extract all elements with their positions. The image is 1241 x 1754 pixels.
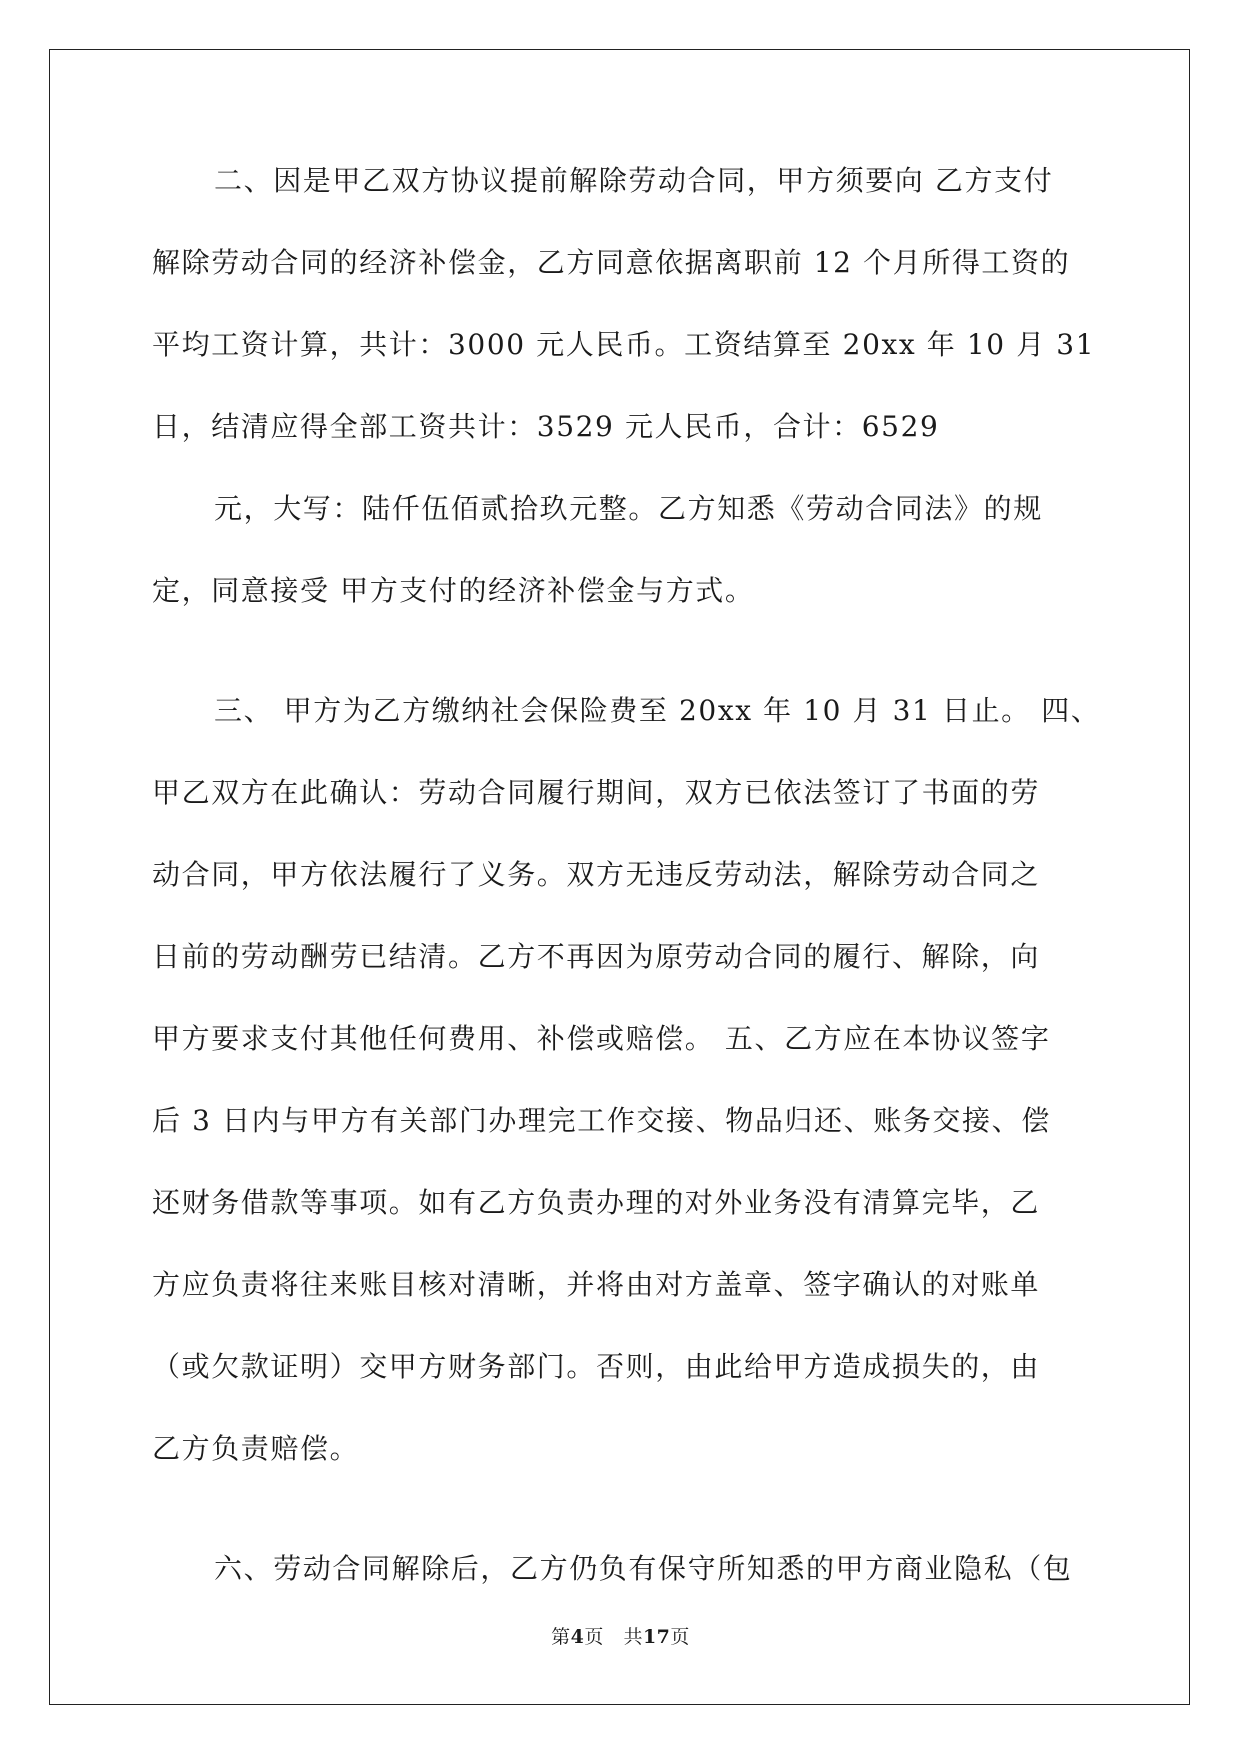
paragraph-gap xyxy=(152,1506,1092,1544)
document-body xyxy=(152,156,1101,1626)
page-footer xyxy=(0,1622,1241,1649)
footer-suffix: 页 xyxy=(670,1626,690,1648)
paragraph-gap xyxy=(152,648,1092,686)
text-line: 元，大写：陆仟伍佰贰拾玖元整。乙方知悉《劳动合同法》的规 xyxy=(214,492,1043,525)
current-page-number: 4 xyxy=(570,1626,585,1648)
text-line: 甲方要求支付其他任何费用、补偿或赔偿。 五、乙方应在本协议签字 xyxy=(152,1022,1051,1055)
text-line: 解除劳动合同的经济补偿金，乙方同意依据离职前 12 个月所得工资的 xyxy=(152,246,1071,279)
footer-prefix: 第 xyxy=(551,1626,571,1648)
text-line: 三、 甲方为乙方缴纳社会保险费至 20xx 年 10 月 31 日止。 四、 xyxy=(214,694,1101,727)
text-line: 动合同，甲方依法履行了义务。双方无违反劳动法，解除劳动合同之 xyxy=(152,858,1041,891)
text-line: 方应负责将往来账目核对清晰，并将由对方盖章、签字确认的对账单 xyxy=(152,1268,1041,1301)
text-line: （或欠款证明）交甲方财务部门。否则，由此给甲方造成损失的，由 xyxy=(152,1350,1041,1383)
text-line: 平均工资计算，共计：3000 元人民币。工资结算至 20xx 年 10 月 31 xyxy=(152,328,1096,361)
text-line: 定，同意接受 甲方支付的经济补偿金与方式。 xyxy=(152,574,755,607)
text-line: 二、因是甲乙双方协议提前解除劳动合同，甲方须要向 乙方支付 xyxy=(214,164,1054,197)
text-line: 六、劳动合同解除后，乙方仍负有保守所知悉的甲方商业隐私（包 xyxy=(214,1552,1073,1585)
text-line: 日前的劳动酬劳已结清。乙方不再因为原劳动合同的履行、解除，向 xyxy=(152,940,1041,973)
text-line: 日，结清应得全部工资共计：3529 元人民币，合计：6529 xyxy=(152,410,940,443)
footer-middle: 页 共 xyxy=(584,1626,643,1648)
text-line: 还财务借款等事项。如有乙方负责办理的对外业务没有清算完毕，乙 xyxy=(152,1186,1041,1219)
text-line: 后 3 日内与甲方有关部门办理完工作交接、物品归还、账务交接、偿 xyxy=(152,1104,1051,1137)
text-line: 甲乙双方在此确认：劳动合同履行期间，双方已依法签订了书面的劳 xyxy=(152,776,1041,809)
total-page-number: 17 xyxy=(642,1626,671,1648)
text-line: 乙方负责赔偿。 xyxy=(152,1432,360,1465)
